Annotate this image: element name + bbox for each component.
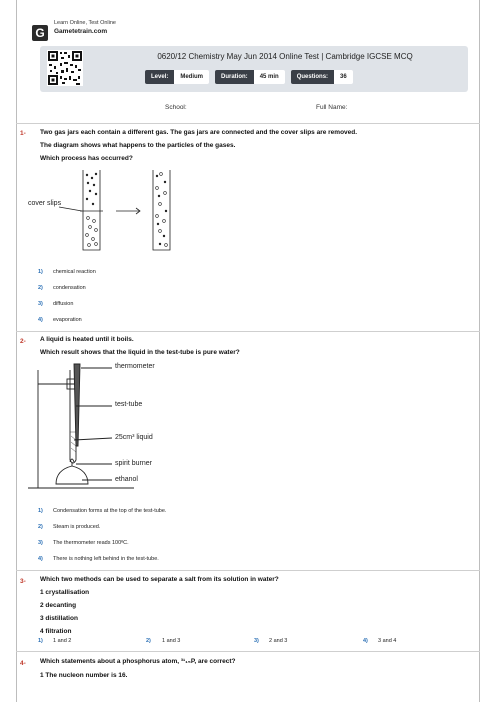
q2-option-2-number[interactable]: 2) bbox=[38, 524, 43, 530]
q2-option-1[interactable]: Condensation forms at the top of the test-tube. bbox=[53, 508, 167, 514]
question-4-line-1: Which statements about a phosphorus atom, ³¹₁₅P, are correct? bbox=[40, 658, 236, 665]
q2-option-1-number[interactable]: 1) bbox=[38, 508, 43, 514]
liquid-label: 25cm³ liquid bbox=[115, 434, 153, 441]
q1-option-4-number[interactable]: 4) bbox=[38, 317, 43, 323]
right-margin-line bbox=[479, 0, 480, 702]
question-3-line-2: 1 crystallisation bbox=[40, 589, 90, 596]
question-1-line-3: Which process has occurred? bbox=[40, 155, 133, 162]
q1-option-4[interactable]: evaporation bbox=[53, 317, 82, 323]
divider bbox=[16, 570, 480, 571]
questions-value: 36 bbox=[334, 70, 353, 84]
boiling-apparatus-diagram bbox=[26, 362, 136, 494]
duration-value: 45 min bbox=[254, 70, 285, 84]
site-logo: G bbox=[32, 25, 48, 41]
level-value: Medium bbox=[174, 70, 209, 84]
q1-option-1-number[interactable]: 1) bbox=[38, 269, 43, 275]
q2-option-4[interactable]: There is nothing left behind in the test-tube. bbox=[53, 556, 159, 562]
questions-label: Questions: bbox=[291, 70, 334, 84]
question-3-line-1: Which two methods can be used to separate a salt from its solution in water? bbox=[40, 576, 279, 583]
q3-option-3[interactable]: 2 and 3 bbox=[269, 638, 288, 644]
level-label: Level: bbox=[145, 70, 174, 84]
q1-option-3-number[interactable]: 3) bbox=[38, 301, 43, 307]
question-4-number: 4- bbox=[20, 660, 26, 667]
question-3-line-4: 3 distillation bbox=[40, 615, 78, 622]
gas-jars-diagram bbox=[20, 166, 200, 256]
duration-label: Duration: bbox=[215, 70, 254, 84]
qr-code-icon bbox=[47, 50, 83, 86]
q1-option-3[interactable]: diffusion bbox=[53, 301, 74, 307]
question-2-number: 2- bbox=[20, 338, 26, 345]
divider bbox=[16, 651, 480, 652]
q1-option-2-number[interactable]: 2) bbox=[38, 285, 43, 291]
question-3-number: 3- bbox=[20, 578, 26, 585]
q3-option-1-number[interactable]: 1) bbox=[38, 638, 43, 644]
question-1-number: 1- bbox=[20, 130, 26, 137]
site-name[interactable]: Gametetrain.com bbox=[54, 28, 108, 35]
q3-option-4-number[interactable]: 4) bbox=[363, 638, 368, 644]
q3-option-3-number[interactable]: 3) bbox=[254, 638, 259, 644]
test-meta bbox=[145, 70, 353, 84]
level-pill bbox=[145, 70, 209, 84]
divider bbox=[16, 331, 480, 332]
q1-option-2[interactable]: condensation bbox=[53, 285, 86, 291]
divider bbox=[16, 123, 480, 124]
thermometer-label: thermometer bbox=[115, 363, 155, 370]
test-tube-label: test-tube bbox=[115, 401, 143, 408]
test-info-banner bbox=[40, 46, 468, 92]
fullname-field-label[interactable]: Full Name: bbox=[316, 104, 348, 111]
school-field-label[interactable]: School: bbox=[165, 104, 187, 111]
brand-header[interactable] bbox=[32, 20, 116, 41]
question-4-line-2: 1 The nucleon number is 16. bbox=[40, 672, 128, 679]
q2-option-3[interactable]: The thermometer reads 100ºC. bbox=[53, 540, 129, 546]
questions-pill bbox=[291, 70, 353, 84]
q1-option-1[interactable]: chemical reaction bbox=[53, 269, 96, 275]
question-2-line-2: Which result shows that the liquid in the test-tube is pure water? bbox=[40, 349, 240, 356]
ethanol-label: ethanol bbox=[115, 476, 138, 483]
spirit-burner-label: spirit burner bbox=[115, 460, 152, 467]
question-1-line-1: Two gas jars each contain a different gas. The gas jars are connected and the cover slips are removed. bbox=[40, 129, 358, 136]
q3-option-2-number[interactable]: 2) bbox=[146, 638, 151, 644]
cover-slips-label: cover slips bbox=[28, 200, 62, 207]
q3-option-1[interactable]: 1 and 2 bbox=[53, 638, 72, 644]
q2-option-2[interactable]: Steam is produced. bbox=[53, 524, 101, 530]
duration-pill bbox=[215, 70, 285, 84]
tagline: Learn Online, Test Online bbox=[54, 20, 116, 26]
q3-option-4[interactable]: 3 and 4 bbox=[378, 638, 397, 644]
q3-option-2[interactable]: 1 and 3 bbox=[162, 638, 181, 644]
question-1-line-2: The diagram shows what happens to the particles of the gases. bbox=[40, 142, 236, 149]
q2-option-4-number[interactable]: 4) bbox=[38, 556, 43, 562]
left-margin-line bbox=[16, 0, 17, 702]
question-3-line-3: 2 decanting bbox=[40, 602, 77, 609]
question-2-line-1: A liquid is heated until it boils. bbox=[40, 336, 134, 343]
question-3-line-5: 4 filtration bbox=[40, 628, 72, 635]
q2-option-3-number[interactable]: 3) bbox=[38, 540, 43, 546]
test-title: 0620/12 Chemistry May Jun 2014 Online Test | Cambridge IGCSE MCQ bbox=[157, 52, 413, 61]
